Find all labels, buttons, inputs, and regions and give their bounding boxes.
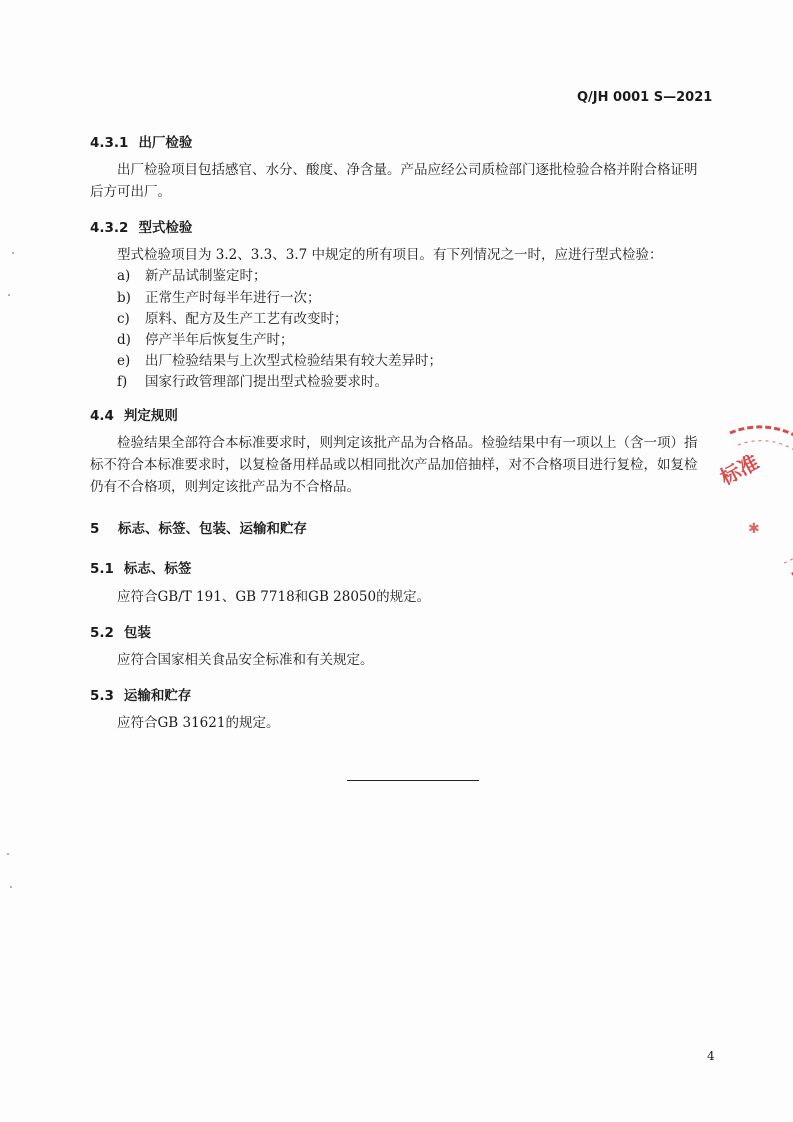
section-number: 4.3.2: [90, 220, 129, 236]
end-rule: [347, 780, 479, 781]
list-marker: f): [117, 374, 128, 390]
stamp-mark: ✱: [748, 521, 760, 537]
list-marker: d): [117, 332, 131, 348]
section-heading-4-4: [90, 404, 178, 424]
list-marker: a): [117, 268, 131, 284]
scan-speck: [10, 886, 12, 888]
company-seal-stamp: [700, 425, 793, 580]
section-number: 5.3: [90, 688, 114, 704]
page-number: 4: [707, 1049, 715, 1063]
section-number: 4.3.1: [90, 135, 129, 151]
section-title: 包装: [123, 625, 151, 641]
section-title: 标志、标签、包装、运输和贮存: [118, 521, 307, 537]
section-number: 4.4: [90, 408, 114, 424]
section-title: 出厂检验: [138, 135, 193, 151]
section-title: 标志、标签: [123, 561, 192, 577]
list-item-text: 出厂检验结果与上次型式检验结果有较大差异时；: [145, 353, 442, 369]
section-title: 运输和贮存: [123, 688, 192, 704]
list-item: [117, 292, 321, 306]
scan-speck: [7, 853, 9, 855]
list-item: [117, 334, 294, 348]
paragraph-line: 出厂检验项目包括感官、水分、酸度、净含量。产品应经公司质检部门逐批检验合格并附合格证明: [117, 162, 698, 178]
paragraph-line: 应符合国家相关食品安全标准和有关规定。: [117, 652, 374, 668]
section-heading-5: [90, 517, 307, 537]
list-item: [117, 270, 267, 284]
list-marker: c): [117, 311, 130, 327]
paragraph-line: 检验结果全部符合本标准要求时，则判定该批产品为合格品。检验结果中有一项以上（含一项）指: [117, 435, 698, 451]
list-item-text: 正常生产时每半年进行一次；: [145, 290, 321, 306]
section-title: 型式检验: [138, 220, 193, 236]
list-marker: e): [117, 353, 131, 369]
list-item-text: 国家行政管理部门提出型式检验要求时。: [145, 374, 388, 390]
section-heading-5-2: [90, 621, 151, 641]
scan-speck: [12, 252, 14, 254]
list-item: [117, 313, 348, 327]
paragraph-line: 仍有不合格项，则判定该批产品为不合格品。: [90, 479, 360, 495]
section-heading-4-3-1: [90, 131, 192, 151]
paragraph-line: 后方可出厂。: [90, 184, 171, 200]
list-item-text: 新产品试制鉴定时；: [145, 268, 267, 284]
list-item: [117, 355, 442, 369]
list-item-text: 原料、配方及生产工艺有改变时；: [145, 311, 348, 327]
scan-speck: [8, 294, 10, 296]
section-heading-4-3-2: [90, 216, 192, 236]
paragraph-line: 应符合GB 31621的规定。: [117, 715, 280, 731]
list-item: [117, 376, 388, 390]
section-heading-5-3: [90, 684, 191, 704]
section-title: 判定规则: [123, 408, 178, 424]
list-item-text: 停产半年后恢复生产时；: [145, 332, 294, 348]
paragraph-line: 标不符合本标准要求时，以复检备用样品或以相同批次产品加倍抽样，对不合格项目进行复检，如复检: [90, 457, 698, 473]
section-number: 5: [90, 521, 100, 537]
section-number: 5.1: [90, 561, 114, 577]
section-heading-5-1: [90, 557, 191, 577]
section-number: 5.2: [90, 625, 114, 641]
stamp-text: 标准: [716, 449, 763, 490]
paragraph-line: 应符合GB/T 191、GB 7718和GB 28050的规定。: [117, 589, 431, 605]
paragraph-line: 型式检验项目为 3.2、3.3、3.7 中规定的所有项目。有下列情况之一时，应进行型式检验：: [117, 247, 663, 263]
list-marker: b): [117, 290, 131, 306]
document-code: Q/JH 0001 S—2021: [577, 90, 713, 105]
